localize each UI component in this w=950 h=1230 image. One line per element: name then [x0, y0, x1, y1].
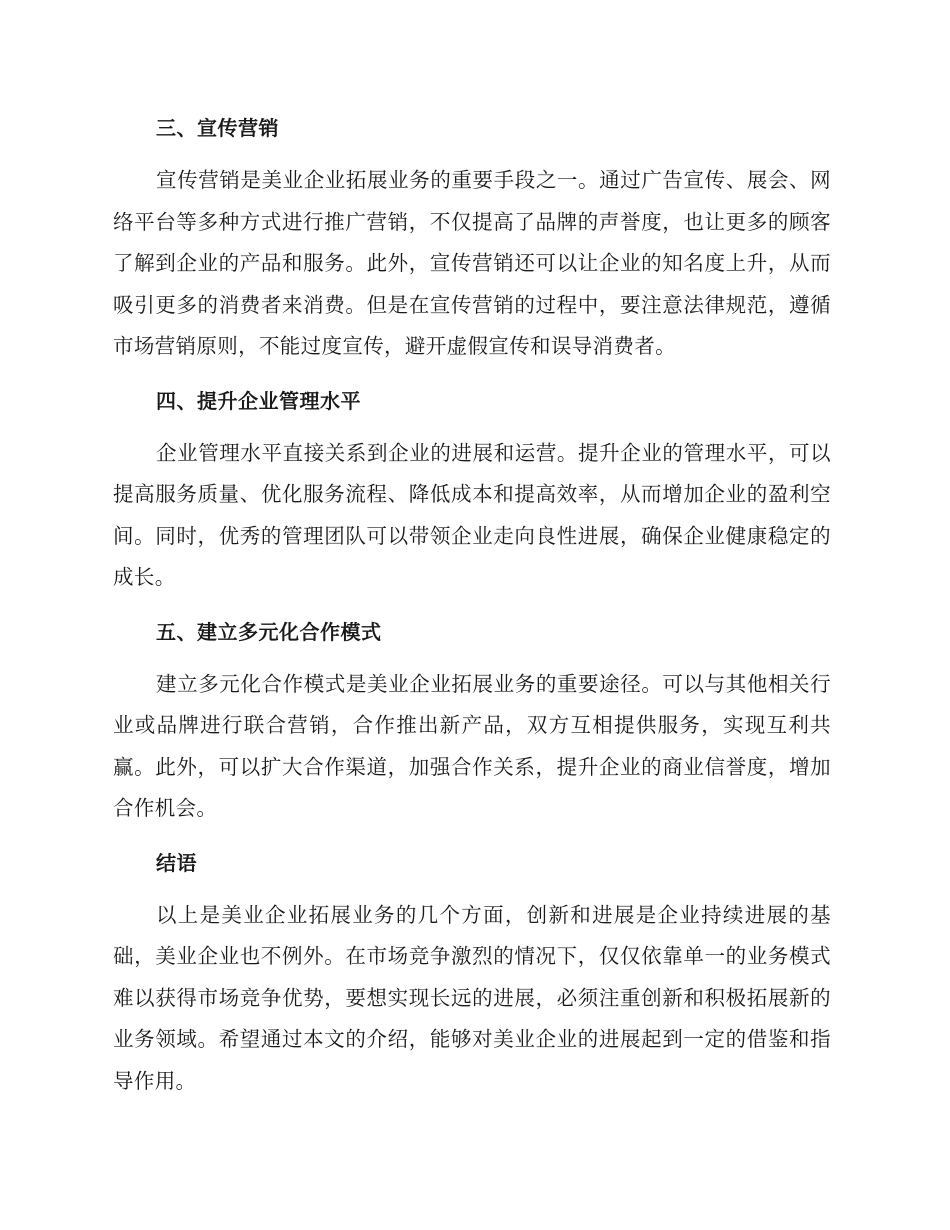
section-paragraph-management: 企业管理水平直接关系到企业的进展和运营。提升企业的管理水平，可以提高服务质量、优化服务流程、降低成本和提高效率，从而增加企业的盈利空间。同时，优秀的管理团队可以带领企业走向良性进展，确保企业健康稳定的成长。 — [113, 440, 831, 589]
section-heading-cooperation: 五、建立多元化合作模式 — [156, 619, 382, 644]
document-body — [113, 108, 831, 1115]
section-paragraph-cooperation: 建立多元化合作模式是美业企业拓展业务的重要途径。可以与其他相关行业或品牌进行联合营销，合作推出新产品，双方互相提供服务，实现互利共赢。此外，可以扩大合作渠道，加强合作关系，提升企业的商业信誉度，增加合作机会。 — [113, 671, 831, 820]
section-paragraph-conclusion: 以上是美业企业拓展业务的几个方面，创新和进展是企业持续进展的基础，美业企业也不例外。在市场竞争激烈的情况下，仅仅依靠单一的业务模式难以获得市场竞争优势，要想实现长远的进展，必须注重创新和积极拓展新的业务领域。希望通过本文的介绍，能够对美业企业的进展起到一定的借鉴和指导作用。 — [113, 902, 831, 1093]
section-heading-conclusion: 结语 — [156, 850, 197, 875]
section-heading-marketing: 三、宣传营销 — [156, 116, 279, 140]
section-paragraph-marketing: 宣传营销是美业企业拓展业务的重要手段之一。通过广告宣传、展会、网络平台等多种方式进行推广营销，不仅提高了品牌的声誉度，也让更多的顾客了解到企业的产品和服务。此外，宣传营销还可以让企业的知名度上升，从而吸引更多的消费者来消费。但是在宣传营销的过程中，要注意法律规范，遵循市场营销原则，不能过度宣传，避开虚假宣传和误导消费者。 — [113, 168, 831, 358]
section-heading-management: 四、提升企业管理水平 — [156, 388, 361, 413]
